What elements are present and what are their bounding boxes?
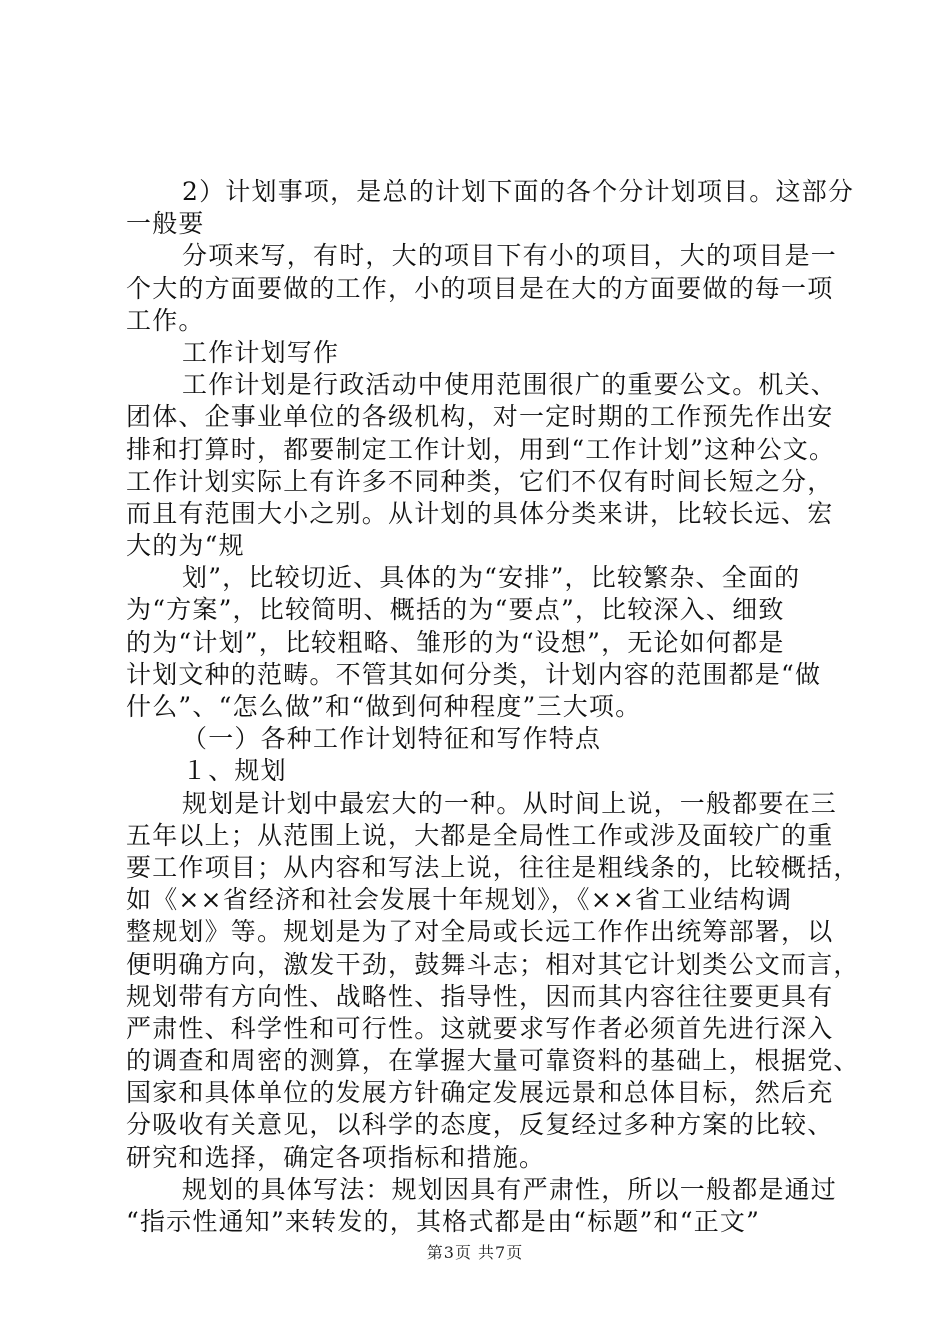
text-line: 团体、企事业单位的各级机构，对一定时期的工作预先作出安 [126, 402, 834, 432]
text-line: 如《××省经济和社会发展十年规划》，《××省工业结构调 [126, 885, 793, 915]
text-line: 整规划》等。规划是为了对全局或长远工作作出统筹部署，以 [126, 917, 834, 947]
text-line: 的调查和周密的测算，在掌握大量可靠资料的基础上，根据党、 [126, 1046, 860, 1076]
text-line: 排和打算时，都要制定工作计划，用到“工作计划”这种公文。 [126, 434, 836, 464]
text-line: 规划的具体写法：规划因具有严肃性，所以一般都是通过 [182, 1174, 838, 1204]
document-body [126, 176, 860, 1238]
text-line: 研究和选择，确定各项指标和措施。 [126, 1142, 546, 1172]
text-line: 一般要 [126, 209, 205, 239]
text-line: 工作计划写作 [182, 337, 340, 367]
text-line: 个大的方面要做的工作，小的项目是在大的方面要做的每一项 [126, 273, 834, 303]
text-line: 2）计划事项，是总的计划下面的各个分计划项目。这部分 [182, 177, 855, 206]
text-line: （一）各种工作计划特征和写作特点 [182, 724, 602, 754]
text-line: 而且有范围大小之别。从计划的具体分类来讲，比较长远、宏 [126, 498, 834, 528]
text-line: 工作计划是行政活动中使用范围很广的重要公文。机关、 [182, 370, 838, 400]
text-line: 五年以上；从范围上说，大都是全局性工作或涉及面较广的重 [126, 820, 834, 850]
text-line: “指示性通知”来转发的，其格式都是由“标题”和“正文” [126, 1207, 761, 1236]
text-line: 分吸收有关意见，以科学的态度，反复经过多种方案的比较、 [126, 1110, 834, 1140]
text-line: 工作。 [126, 305, 205, 335]
text-line: 便明确方向，激发干劲，鼓舞斗志；相对其它计划类公文而言， [126, 949, 860, 979]
text-line: 分项来写，有时，大的项目下有小的项目，大的项目是一 [182, 241, 838, 271]
text-line: 划”，比较切近、具体的为“安排”，比较繁杂、全面的 [182, 563, 801, 593]
text-line: １、规划 [182, 756, 287, 786]
text-line: 规划是计划中最宏大的一种。从时间上说，一般都要在三 [182, 788, 838, 818]
text-line: 计划文种的范畴。不管其如何分类，计划内容的范围都是“做 [126, 659, 822, 689]
text-line: 规划带有方向性、战略性、指导性，因而其内容往往要更具有 [126, 981, 834, 1011]
page-footer: 第3页 共7页 [426, 1243, 524, 1262]
text-line: 什么”、“怎么做”和“做到何种程度”三大项。 [126, 692, 642, 721]
text-line: 工作计划实际上有许多不同种类，它们不仅有时间长短之分， [126, 466, 834, 496]
text-line: 严肃性、科学性和可行性。这就要求写作者必须首先进行深入 [126, 1013, 834, 1043]
text-line: 的为“计划”，比较粗略、雏形的为“设想”，无论如何都是 [126, 627, 785, 657]
text-line: 要工作项目；从内容和写法上说，往往是粗线条的，比较概括， [126, 852, 860, 882]
text-line: 为“方案”，比较简明、概括的为“要点”，比较深入、细致 [126, 595, 785, 625]
text-line: 大的为“规 [126, 531, 245, 561]
text-line: 国家和具体单位的发展方针确定发展远景和总体目标，然后充 [126, 1078, 834, 1108]
